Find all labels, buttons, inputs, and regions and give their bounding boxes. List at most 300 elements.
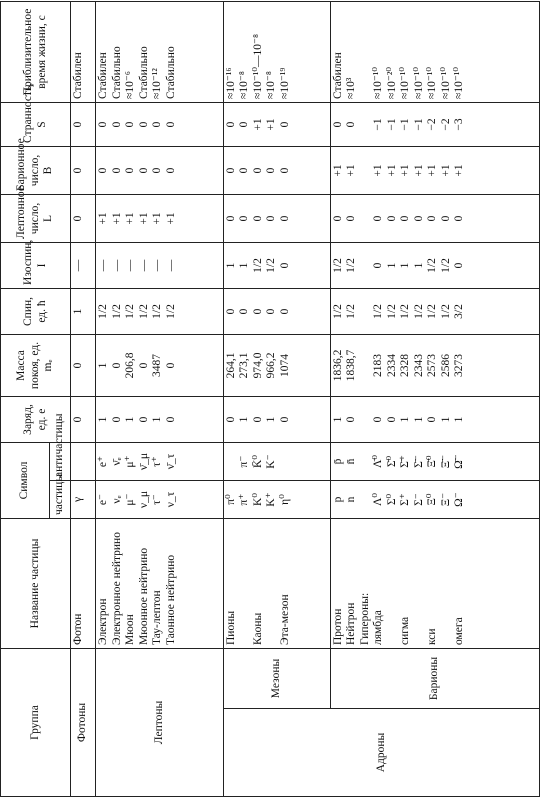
lepton-cell <box>223 194 330 242</box>
cell-line <box>359 338 373 393</box>
cell-line: 0 <box>224 121 237 128</box>
cell-line: 1/2 <box>265 258 278 273</box>
lepton-cell <box>96 194 223 242</box>
cell-line: 966,2 <box>265 352 278 379</box>
cell-line: τ⁺ <box>151 456 164 467</box>
cell-line: 0 <box>251 215 264 222</box>
cell-line: 1 <box>385 262 398 269</box>
cell-line: 0 <box>278 262 291 269</box>
cell-line: Гипероны: <box>358 592 371 645</box>
charge-cell <box>330 396 539 442</box>
cell-line: μ⁻ <box>124 493 137 506</box>
cell-line: +1 <box>124 212 137 225</box>
cell-line: +1 <box>97 212 110 225</box>
cell-line: ≈10⁻¹⁹ <box>278 67 291 99</box>
cell-line: Ξ̄⁻ <box>439 454 452 469</box>
cell-line: 1/2 <box>426 304 439 319</box>
cell-line: 3/2 <box>453 304 466 319</box>
cell-line: 1 <box>265 416 278 423</box>
cell-line: 0 <box>265 167 278 174</box>
baryon-cell <box>96 146 223 194</box>
cell-line: 1 <box>439 416 452 423</box>
header-antiparticles: античастицы <box>50 442 71 480</box>
cell-line: 1/2 <box>439 258 452 273</box>
cell-line: 0 <box>164 362 177 369</box>
cell-line: 1/2 <box>124 304 137 319</box>
cell-line: 0 <box>238 167 251 174</box>
cell-line: 0 <box>426 215 439 222</box>
lepton-cell <box>71 194 96 242</box>
cell-line: −1 <box>385 118 398 131</box>
cell-line: 2586 <box>439 353 452 377</box>
cell-line: π⁻ <box>238 455 251 468</box>
antiparticle-cell <box>330 442 539 480</box>
cell-line: p <box>331 496 344 503</box>
name-cell <box>96 519 223 649</box>
cell-line: −3 <box>453 118 466 131</box>
isospin-cell <box>71 242 96 288</box>
cell-line: ν̄_τ <box>164 453 177 470</box>
cell-line: 0 <box>426 416 439 423</box>
cell-line: 1/2 <box>345 258 358 273</box>
cell-line: 1838,7 <box>345 349 358 382</box>
cell-line <box>359 150 373 191</box>
cell-line: +1 <box>151 212 164 225</box>
cell-line: — <box>97 259 110 272</box>
cell-line: +1 <box>453 164 466 177</box>
charge-cell <box>223 396 330 442</box>
cell-line: 0 <box>412 215 425 222</box>
cell-line: ≈10⁻¹⁰ <box>426 67 439 99</box>
cell-line: 1 <box>238 262 251 269</box>
cell-line: — <box>137 259 150 272</box>
cell-line: 0 <box>110 121 123 128</box>
cell-line: τ⁻ <box>151 494 164 505</box>
cell-line <box>440 522 454 645</box>
spin-cell <box>96 288 223 334</box>
cell-line: Стабильно <box>137 46 150 99</box>
cell-line: 1 <box>151 416 164 423</box>
cell-line: −1 <box>372 118 385 131</box>
cell-line: Тау-лептон <box>151 590 164 645</box>
cell-line: Λ̄⁰ <box>372 455 385 468</box>
cell-line: 1 <box>399 416 412 423</box>
group-cell: Лептоны <box>96 649 223 797</box>
cell-line: 2343 <box>412 353 425 377</box>
subgroup-cell: Барионы <box>330 649 539 709</box>
antiparticle-cell <box>96 442 223 480</box>
cell-line: 0 <box>265 215 278 222</box>
cell-line: Ω⁻ <box>453 492 466 507</box>
cell-line: Мюонное нейтрино <box>137 547 150 645</box>
cell-line: 0 <box>278 308 291 315</box>
subgroup-cell: Мезоны <box>223 649 330 709</box>
cell-line: 0 <box>110 416 123 423</box>
cell-line: 0 <box>278 121 291 128</box>
group-cell: Фотоны <box>71 649 96 797</box>
cell-line: 1 <box>97 416 110 423</box>
cell-line: ≈10⁻⁶ <box>124 71 137 99</box>
cell-line: 1836,2 <box>331 349 344 382</box>
cell-line: 0 <box>137 362 150 369</box>
cell-line: лямбда <box>372 610 385 645</box>
cell-line: Ω̄⁻ <box>453 454 466 469</box>
cell-line: 0 <box>72 121 84 128</box>
cell-line: 1/2 <box>97 304 110 319</box>
lifetime-cell <box>96 1 223 102</box>
cell-line: 0 <box>72 215 84 222</box>
charge-cell <box>96 396 223 442</box>
cell-line: — <box>72 259 84 272</box>
cell-line: ≈10⁻⁸ <box>265 71 278 99</box>
lifetime-cell <box>71 1 96 102</box>
name-cell <box>330 519 539 649</box>
spin-cell <box>71 288 96 334</box>
cell-line: Таонное нейтрино <box>164 554 177 645</box>
cell-line: +1 <box>331 164 344 177</box>
group-cell: Адроны <box>223 709 539 797</box>
cell-line: Фотон <box>72 613 84 645</box>
cell-line: −2 <box>426 118 439 131</box>
mass-cell <box>71 334 96 396</box>
cell-line: η⁰ <box>278 494 291 505</box>
cell-line: ≈10⁻¹² <box>151 68 164 99</box>
cell-line: K⁰ <box>251 493 264 506</box>
cell-line: Протон <box>331 608 344 645</box>
cell-line: ≈10⁻¹⁶ <box>224 67 237 99</box>
cell-line: π⁺ <box>238 493 251 506</box>
cell-line: 273,1 <box>238 352 251 379</box>
header-lepton: Лептонное число, L <box>1 194 71 242</box>
cell-line: 0 <box>110 167 123 174</box>
cell-line: −2 <box>439 118 452 131</box>
spin-cell <box>223 288 330 334</box>
cell-line: ν_μ <box>137 490 150 509</box>
isospin-cell <box>96 242 223 288</box>
mass-cell <box>223 334 330 396</box>
cell-line: 0 <box>372 215 385 222</box>
cell-line: n <box>345 496 358 503</box>
cell-line: 0 <box>331 121 344 128</box>
cell-line: 0 <box>124 167 137 174</box>
cell-line <box>359 446 373 477</box>
cell-line: 0 <box>110 362 123 369</box>
cell-line <box>72 446 86 477</box>
mass-cell <box>96 334 223 396</box>
cell-line: 1/2 <box>331 304 344 319</box>
cell-line: 0 <box>385 215 398 222</box>
cell-line: 0 <box>164 121 177 128</box>
header-symbol: Символ <box>1 442 50 518</box>
cell-line: кси <box>426 628 439 645</box>
table-row <box>223 1 330 796</box>
cell-line: +1 <box>251 118 264 131</box>
cell-line: 0 <box>453 262 466 269</box>
cell-line: Электронное нейтрино <box>110 532 123 645</box>
cell-line: −1 <box>399 118 412 131</box>
cell-line: π⁰ <box>224 494 237 505</box>
cell-line: 1/2 <box>137 304 150 319</box>
cell-line: 1/2 <box>151 304 164 319</box>
cell-line: 1 <box>238 416 251 423</box>
cell-line: 0 <box>72 362 84 369</box>
header-name: Название частицы <box>1 519 71 649</box>
baryon-cell <box>71 146 96 194</box>
cell-line: +1 <box>399 164 412 177</box>
cell-line: 0 <box>137 121 150 128</box>
header-baryon: Барионное число, B <box>1 146 71 194</box>
cell-line: ≈10⁻¹⁰ <box>412 67 425 99</box>
header-spin: Спин, ед. ħ <box>1 288 71 334</box>
cell-line: 0 <box>164 167 177 174</box>
cell-line: 2328 <box>399 353 412 377</box>
cell-line <box>265 522 279 645</box>
strange-cell <box>330 102 539 146</box>
cell-line: 0 <box>278 215 291 222</box>
table-row <box>71 1 96 796</box>
cell-line: 1/2 <box>251 258 264 273</box>
cell-line: 1 <box>453 416 466 423</box>
cell-line: Пионы <box>224 610 237 645</box>
cell-line: 0 <box>238 308 251 315</box>
cell-line: 1 <box>124 416 137 423</box>
cell-line: 1/2 <box>331 258 344 273</box>
cell-line: Нейтрон <box>345 602 358 645</box>
cell-line: 1/2 <box>399 304 412 319</box>
cell-line: 1 <box>97 362 110 369</box>
cell-line: ≈10⁻¹⁰ <box>453 67 466 99</box>
cell-line: Σ̄⁰ <box>385 455 398 468</box>
isospin-cell <box>330 242 539 288</box>
cell-line: Σ⁺ <box>399 493 412 506</box>
cell-line: омега <box>453 617 466 645</box>
cell-line: K⁻ <box>265 454 278 469</box>
cell-line: 0 <box>345 121 358 128</box>
cell-line: Стабильно <box>110 46 123 99</box>
cell-line: 1/2 <box>439 304 452 319</box>
cell-line: ≈10³ <box>345 77 358 99</box>
cell-line: 2183 <box>372 353 385 377</box>
cell-line: 1074 <box>278 353 291 377</box>
cell-line: Σ̄⁻ <box>412 455 425 468</box>
cell-line: γ <box>72 496 84 503</box>
cell-line: +1 <box>385 164 398 177</box>
cell-line: — <box>110 259 123 272</box>
particle-cell <box>71 481 96 519</box>
cell-line: 206,8 <box>124 352 137 379</box>
header-strange: Странность, S <box>1 102 71 146</box>
cell-line: 0 <box>224 215 237 222</box>
cell-line: 1 <box>412 262 425 269</box>
cell-line: ≈10⁻¹⁰ <box>439 67 452 99</box>
particles-table <box>0 1 540 797</box>
cell-line: 0 <box>151 167 164 174</box>
cell-line: 0 <box>238 121 251 128</box>
cell-line: e⁺ <box>97 455 110 468</box>
cell-line: 0 <box>72 416 84 423</box>
cell-line: Стабилен <box>331 52 344 99</box>
lifetime-cell <box>223 1 330 102</box>
cell-line: Ξ⁻ <box>439 492 452 507</box>
cell-line <box>359 400 373 439</box>
cell-line: 0 <box>97 167 110 174</box>
cell-line: — <box>124 259 137 272</box>
cell-line: 0 <box>124 121 137 128</box>
cell-line: ν_τ <box>164 491 177 508</box>
cell-line: 974,0 <box>251 352 264 379</box>
cell-line: 0 <box>372 416 385 423</box>
cell-line <box>359 5 373 99</box>
cell-line: +1 <box>412 164 425 177</box>
cell-line: Мюон <box>124 614 137 645</box>
cell-line: Ξ⁰ <box>426 493 439 506</box>
cell-line: 0 <box>439 215 452 222</box>
strange-cell <box>223 102 330 146</box>
cell-line: ≈10⁻¹⁰ <box>372 67 385 99</box>
cell-line: 1 <box>224 262 237 269</box>
cell-line: Σ̄⁺ <box>399 455 412 468</box>
cell-line: 0 <box>238 215 251 222</box>
cell-line: +1 <box>110 212 123 225</box>
cell-line: 0 <box>399 215 412 222</box>
cell-line <box>238 522 252 645</box>
cell-line: 2573 <box>426 353 439 377</box>
lepton-cell <box>330 194 539 242</box>
isospin-cell <box>223 242 330 288</box>
cell-line: 264,1 <box>224 352 237 379</box>
table-row <box>330 1 539 796</box>
header-group: Группа <box>1 649 71 797</box>
cell-line: 0 <box>164 416 177 423</box>
cell-line: 0 <box>278 167 291 174</box>
cell-line: νₑ <box>110 495 123 504</box>
strange-cell <box>96 102 223 146</box>
cell-line: Λ⁰ <box>372 493 385 506</box>
cell-line: 1 <box>412 416 425 423</box>
cell-line <box>225 446 239 477</box>
cell-line: 3273 <box>453 353 466 377</box>
cell-line: Каоны <box>251 612 264 645</box>
mass-cell <box>330 334 539 396</box>
header-particles: частицы <box>50 481 71 519</box>
charge-cell <box>71 396 96 442</box>
cell-line: 0 <box>224 308 237 315</box>
lifetime-cell <box>330 1 539 102</box>
cell-line: 1 <box>72 308 84 315</box>
cell-line: 0 <box>97 121 110 128</box>
cell-line: Стабильно <box>164 46 177 99</box>
baryon-cell <box>330 146 539 194</box>
cell-line: 1/2 <box>164 304 177 319</box>
cell-line <box>359 484 373 515</box>
cell-line: 1/2 <box>110 304 123 319</box>
cell-line: 0 <box>385 416 398 423</box>
cell-line <box>359 198 373 239</box>
baryon-cell <box>223 146 330 194</box>
strange-cell <box>71 102 96 146</box>
cell-line: n̄ <box>345 458 358 465</box>
cell-line: μ⁺ <box>124 455 137 468</box>
cell-line: +1 <box>265 118 278 131</box>
spin-cell <box>330 288 539 334</box>
cell-line: e⁻ <box>97 493 110 506</box>
particle-cell <box>223 481 330 519</box>
cell-line <box>386 522 400 645</box>
cell-line: Σ⁻ <box>412 493 425 506</box>
cell-line: 3487 <box>151 353 164 377</box>
cell-line: +1 <box>372 164 385 177</box>
cell-line: Эта-мезон <box>278 594 291 645</box>
cell-line: p̄ <box>331 458 344 465</box>
cell-line: 0 <box>453 215 466 222</box>
cell-line: 0 <box>345 416 358 423</box>
cell-line: Стабилен <box>97 52 110 99</box>
cell-line: 0 <box>224 416 237 423</box>
cell-line: сигма <box>399 616 412 645</box>
particle-cell <box>330 481 539 519</box>
cell-line: K̄⁰ <box>251 455 264 468</box>
cell-line: 0 <box>278 416 291 423</box>
cell-line: 0 <box>372 262 385 269</box>
header-mass: Масса покоя, ед. mₑ <box>1 334 71 396</box>
cell-line: ν̄_μ <box>137 452 150 471</box>
header-isospin: Изоспин, I <box>1 242 71 288</box>
cell-line: 0 <box>137 167 150 174</box>
table-row <box>96 1 223 796</box>
cell-line: +1 <box>426 164 439 177</box>
particle-cell <box>96 481 223 519</box>
cell-line: +1 <box>164 212 177 225</box>
cell-line: Электрон <box>97 598 110 645</box>
cell-line: 0 <box>331 215 344 222</box>
header-lifetime: Приблизительное время жизни, с <box>1 1 71 102</box>
cell-line: ≈10⁻¹⁰—10⁻⁸ <box>251 33 264 99</box>
cell-line: Σ⁰ <box>385 493 398 506</box>
name-cell <box>71 519 96 649</box>
cell-line <box>359 106 373 143</box>
cell-line: 0 <box>251 308 264 315</box>
antiparticle-cell <box>223 442 330 480</box>
cell-line: 1/2 <box>345 304 358 319</box>
cell-line: 0 <box>345 215 358 222</box>
cell-line: 0 <box>72 167 84 174</box>
cell-line: 0 <box>251 167 264 174</box>
cell-line: 0 <box>151 121 164 128</box>
cell-line: +1 <box>137 212 150 225</box>
cell-line: — <box>151 259 164 272</box>
cell-line: Ξ̄⁰ <box>426 455 439 468</box>
cell-line: 0 <box>251 416 264 423</box>
antiparticle-cell <box>71 442 96 480</box>
header-charge: Заряд, ед. e <box>1 396 71 442</box>
name-cell <box>223 519 330 649</box>
cell-line: ν̄ₑ <box>110 457 123 466</box>
cell-line: 1/2 <box>385 304 398 319</box>
cell-line: 1/2 <box>426 258 439 273</box>
cell-line: ≈10⁻⁸ <box>238 71 251 99</box>
cell-line: 0 <box>137 416 150 423</box>
cell-line: Стабилен <box>72 52 84 99</box>
cell-line: ≈10⁻²⁰ <box>385 67 398 99</box>
cell-line: −1 <box>412 118 425 131</box>
cell-line <box>359 292 373 331</box>
cell-line: 0 <box>224 167 237 174</box>
cell-line: 2334 <box>385 353 398 377</box>
cell-line: 0 <box>265 308 278 315</box>
cell-line: ≈10⁻¹⁰ <box>399 67 412 99</box>
cell-line <box>413 522 427 645</box>
cell-line: 1/2 <box>372 304 385 319</box>
